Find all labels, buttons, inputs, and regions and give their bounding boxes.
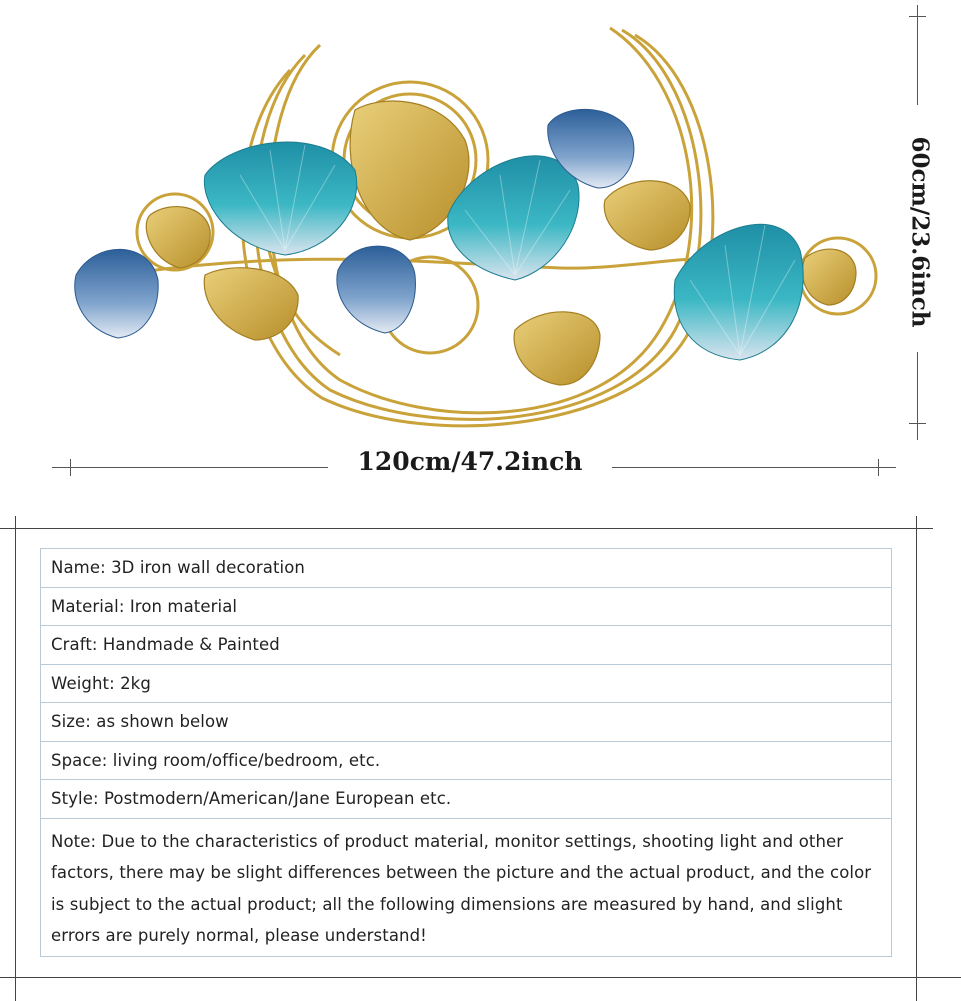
- section-divider-right: [916, 516, 917, 1001]
- teal-leaves: [204, 142, 803, 360]
- width-dimension-tick-right: [878, 459, 879, 476]
- spec-row-weight: Weight: 2kg: [41, 665, 891, 704]
- width-dimension-label: 120cm/47.2inch: [357, 447, 583, 476]
- width-dimension-tick-left: [70, 459, 71, 476]
- section-divider-bottom: [0, 977, 961, 978]
- spec-row-material: Material: Iron material: [41, 588, 891, 627]
- spec-table: [40, 548, 892, 957]
- height-dimension-line-bottom: [917, 352, 918, 440]
- spec-row-craft: Craft: Handmade & Painted: [41, 626, 891, 665]
- width-dimension-line-left: [52, 467, 328, 468]
- height-dimension-tick-top: [909, 16, 926, 17]
- product-image: [0, 0, 961, 440]
- spec-row-name: Name: 3D iron wall decoration: [41, 549, 891, 588]
- section-divider-top: [0, 528, 933, 529]
- height-dimension-tick-bottom: [909, 423, 926, 424]
- height-dimension-line-top: [917, 5, 918, 105]
- width-dimension-line-right: [612, 467, 896, 468]
- spec-row-space: Space: living room/office/bedroom, etc.: [41, 742, 891, 781]
- height-dimension-label: 60cm/23.6inch: [906, 136, 934, 328]
- spec-note: Note: Due to the characteristics of product material, monitor settings, shooting light and other factors, there may be slight differences between the picture and the actual product, and the color is subject to the actual product; all the following dimensions are measured by hand, and slight errors are purely normal, please understand!: [51, 831, 872, 945]
- spec-row-style: Style: Postmodern/American/Jane European etc.: [41, 780, 891, 819]
- section-divider-left: [15, 516, 16, 1001]
- spec-row-size: Size: as shown below: [41, 703, 891, 742]
